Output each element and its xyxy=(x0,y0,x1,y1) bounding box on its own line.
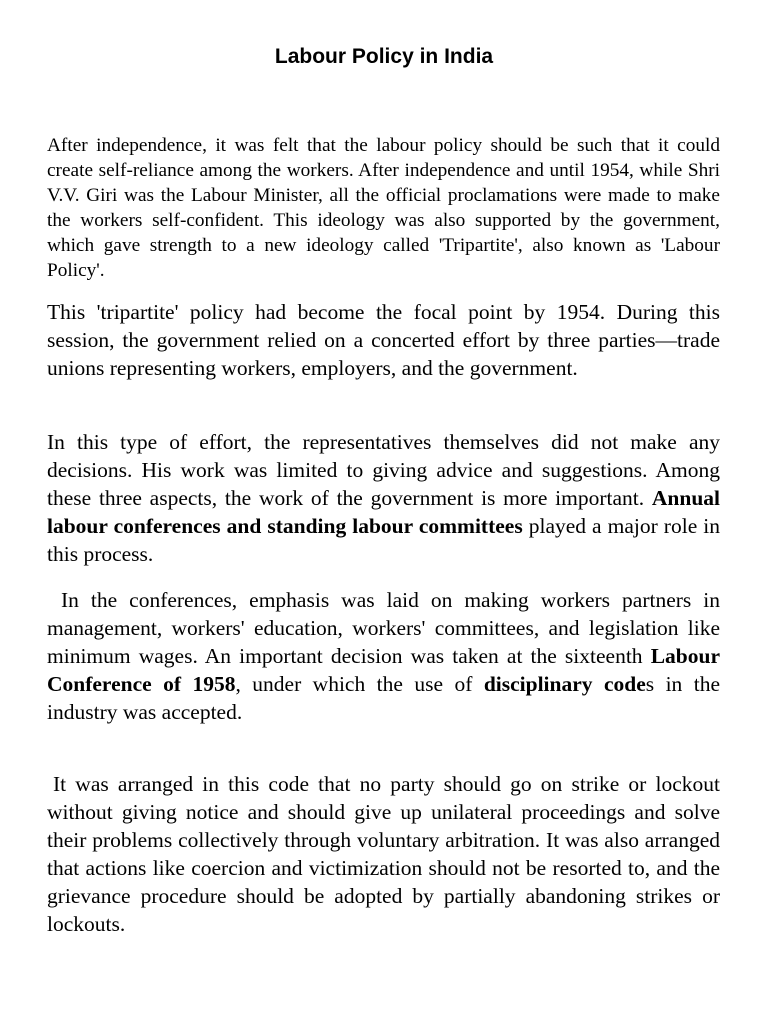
paragraph-code-arrangement: It was arranged in this code that no party should go on strike or lockout without giving notice and should give up unilateral proceedings and solve their problems collectively through voluntary arbitration. It was also arranged that actions like coercion and victimization should not be resorted to, and the grievance procedure should be adopted by partially abandoning strikes or lockouts. xyxy=(47,772,720,936)
bold-labour-conference-1958: Labour Conference of 1958 xyxy=(47,644,720,696)
bold-disciplinary-code: disciplinary code xyxy=(483,672,646,696)
paragraph-conferences-tail: s in the industry was accepted. xyxy=(47,672,720,724)
page-title: Labour Policy in India xyxy=(274,45,494,68)
paragraph-independence: After independence, it was felt that the labour policy should be such that it could create self-reliance among the workers. After independence and until 1954, while Shri V.V. Giri was the Labour Minister, all the official proclamations were made to make the workers self-confident. This ideology was also supported by the government, which gave strength to a new ideology called 'Tripartite', also known as 'Labour Policy'. xyxy=(47,135,720,281)
paragraph-conferences xyxy=(47,586,720,726)
paragraph-tripartite: This 'tripartite' policy had become the focal point by 1954. During this session, the government relied on a concerted effort by three parties—trade unions representing workers, employers, and the government. xyxy=(47,300,720,380)
paragraph-representatives-text: In this type of effort, the representatives themselves did not make any decisions. His work was limited to giving advice and suggestions. Among these three aspects, the work of the government is more important. xyxy=(47,430,720,510)
paragraph-conferences-text: In the conferences, emphasis was laid on making workers partners in management, workers' education, workers' committees, and legislation like minimum wages. An important decision was taken at the sixteenth xyxy=(47,588,720,668)
paragraph-representatives xyxy=(47,428,720,568)
paragraph-conferences-middle: , under which the use of xyxy=(235,672,484,696)
paragraph-representatives-tail: played a major role in this process. xyxy=(47,514,720,566)
bold-conferences-committees: Annual labour conferences and standing labour committees xyxy=(47,486,720,538)
